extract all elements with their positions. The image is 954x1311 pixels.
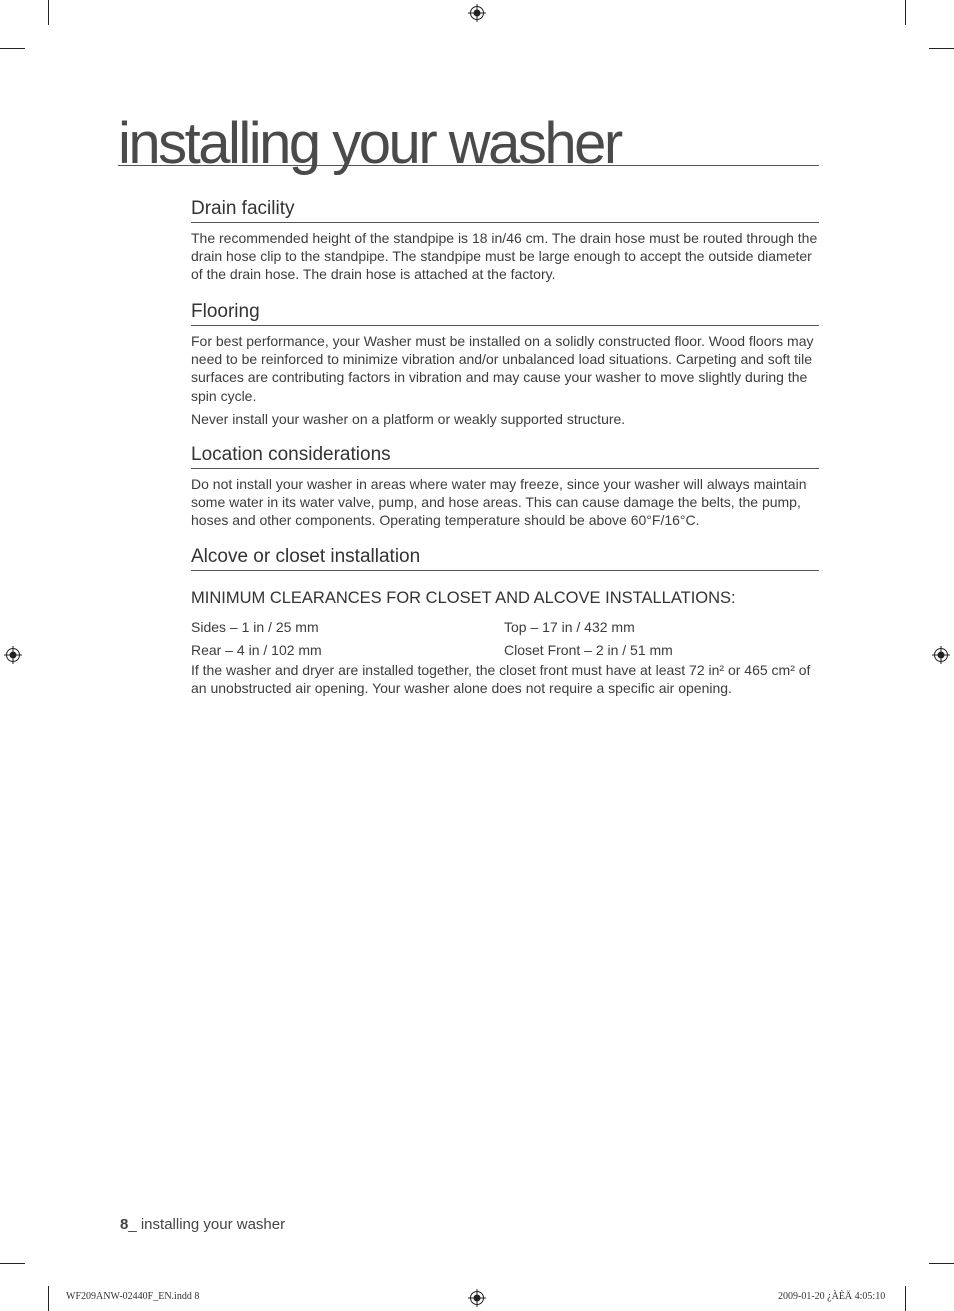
crop-mark bbox=[905, 0, 906, 25]
registration-mark-icon bbox=[468, 4, 486, 22]
registration-mark-icon bbox=[4, 646, 22, 664]
clearances-subheading: MINIMUM CLEARANCES FOR CLOSET AND ALCOVE INSTALLATIONS: bbox=[191, 589, 736, 607]
clearance-note: If the washer and dryer are installed together, the closet front must have at least 72 in² or 465 cm² of an unobstructed air opening. Your washer alone does not require a specific air opening. bbox=[191, 662, 811, 697]
footer-label: _ installing your washer bbox=[128, 1216, 286, 1233]
crop-mark bbox=[905, 1286, 906, 1311]
section-heading: Flooring bbox=[191, 301, 819, 326]
section-heading: Drain facility bbox=[191, 198, 819, 223]
clearance-value: Sides – 1 in / 25 mm bbox=[191, 619, 319, 635]
clearance-row bbox=[191, 641, 819, 659]
crop-mark bbox=[929, 1263, 954, 1264]
section-alcove-installation bbox=[191, 546, 819, 697]
section-paragraph: Do not install your washer in areas where water may freeze, since your washer will always maintain some water in its water valve, pump, and hose areas. This can cause damage the belts, the pump, hoses and other components. Operating temperature should be above 60°F/16°C. bbox=[191, 476, 807, 529]
page-title: installing your washer bbox=[118, 112, 819, 166]
section-paragraph: For best performance, your Washer must be installed on a solidly constructed floor. Wood floors may need to be reinforced to minimize vibration and/or unbalanced load situations. Carpeting and soft tile surfaces are contributing factors in vibration and may cause your washer to move slightly during the spin cycle. bbox=[191, 333, 814, 404]
section-drain-facility bbox=[191, 198, 819, 284]
crop-mark bbox=[48, 1286, 49, 1311]
page-number: 8 bbox=[120, 1216, 129, 1233]
section-paragraph: The recommended height of the standpipe is 18 in/46 cm. The drain hose must be routed through the drain hose clip to the standpipe. The standpipe must be large enough to accept the outside diameter of the drain hose. The drain hose is attached at the factory. bbox=[191, 230, 818, 283]
registration-mark-icon bbox=[932, 646, 950, 664]
clearance-value: Closet Front – 2 in / 51 mm bbox=[504, 642, 673, 658]
section-heading: Alcove or closet installation bbox=[191, 546, 819, 571]
page-footer bbox=[120, 1216, 285, 1233]
clearance-row bbox=[191, 618, 819, 636]
slug-timestamp: 2009-01-20 ¿ÀÈÄ 4:05:10 bbox=[778, 1291, 886, 1302]
section-paragraph: Never install your washer on a platform or weakly supported structure. bbox=[191, 410, 626, 427]
crop-mark bbox=[0, 48, 25, 49]
slug-file: WF209ANW-02440F_EN.indd 8 bbox=[66, 1291, 200, 1302]
crop-mark bbox=[929, 48, 954, 49]
crop-mark bbox=[48, 0, 49, 25]
section-flooring bbox=[191, 301, 819, 428]
clearance-value: Rear – 4 in / 102 mm bbox=[191, 642, 322, 658]
section-heading: Location considerations bbox=[191, 444, 819, 469]
clearance-value: Top – 17 in / 432 mm bbox=[504, 619, 635, 635]
registration-mark-icon bbox=[468, 1289, 486, 1307]
section-location-considerations bbox=[191, 444, 819, 530]
crop-mark bbox=[0, 1263, 25, 1264]
